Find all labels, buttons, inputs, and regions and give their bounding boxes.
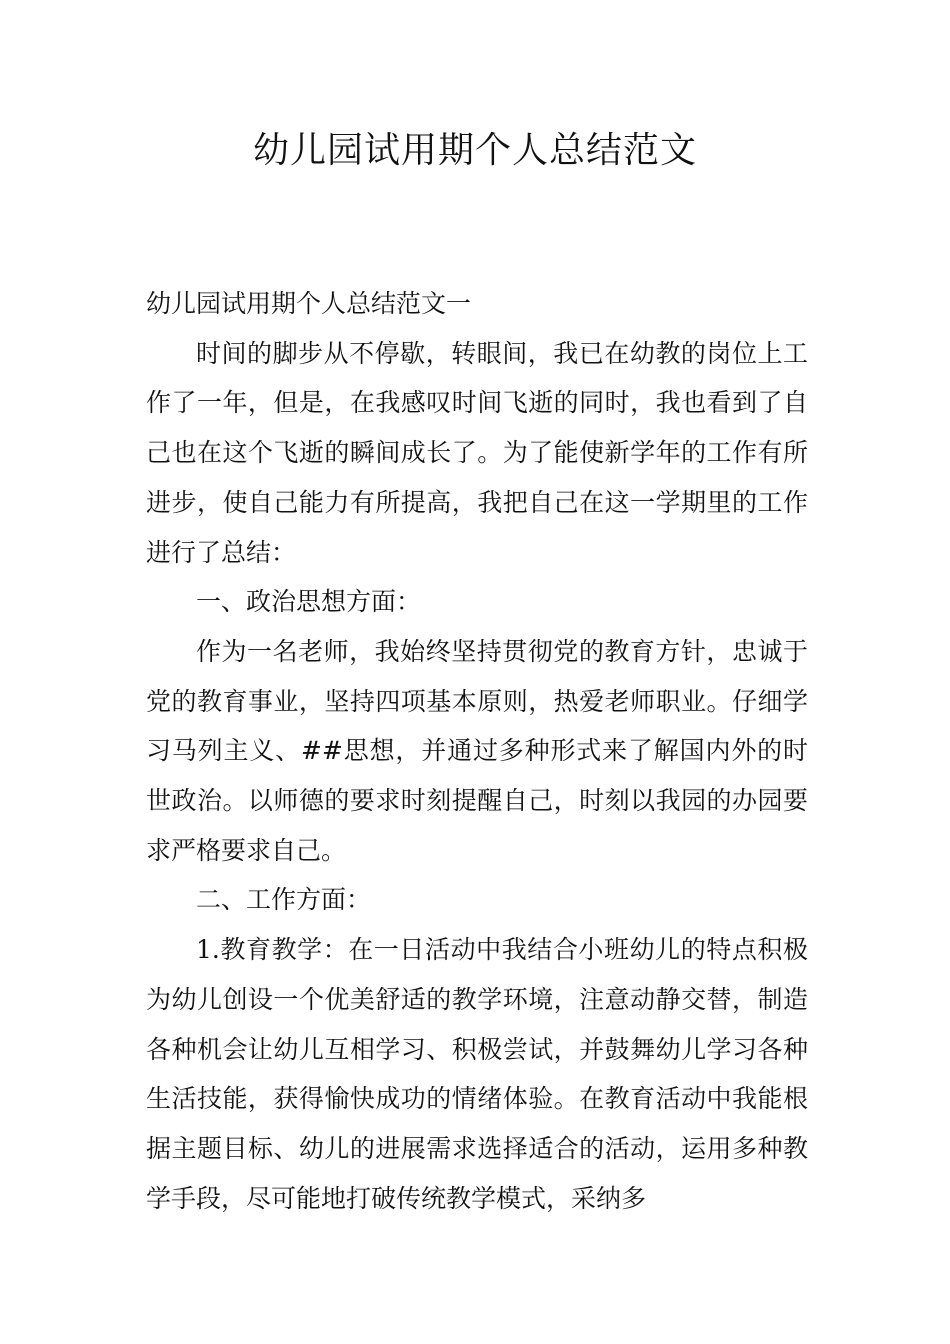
section-heading: 幼儿园试用期个人总结范文一	[146, 289, 472, 318]
subsection-heading: 二、工作方面：	[196, 885, 372, 915]
paragraph: 1.教育教学：在一日活动中我结合小班幼儿的特点积极为幼儿创设一个优美舒适的教学环境，注意动静交替，制造各种机会让幼儿互相学习、积极尝试，并鼓舞幼儿学习各种生活技能，获得愉快成功的情绪体验。在教育活动中我能根据主题目标、幼儿的进展需求选择适合的活动，运用多种教学手段，尽可能地打破传统教学模式，采纳多	[146, 935, 808, 1213]
document-body	[146, 279, 808, 1223]
document-title: 幼儿园试用期个人总结范文	[252, 130, 697, 171]
paragraph: 时间的脚步从不停歇，转眼间，我已在幼教的岗位上工作了一年，但是，在我感叹时间飞逝的同时，我也看到了自己也在这个飞逝的瞬间成长了。为了能使新学年的工作有所进步，使自己能力有所提高，我把自己在这一学期里的工作进行了总结：	[146, 338, 808, 567]
paragraph: 作为一名老师，我始终坚持贯彻党的教育方针，忠诚于党的教育事业，坚持四项基本原则，热爱老师职业。仔细学习马列主义、##思想，并通过多种形式来了解国内外的时世政治。以师德的要求时刻提醒自己，时刻以我园的办园要求严格要求自己。	[146, 636, 808, 865]
subsection-heading: 一、政治思想方面：	[196, 587, 422, 617]
